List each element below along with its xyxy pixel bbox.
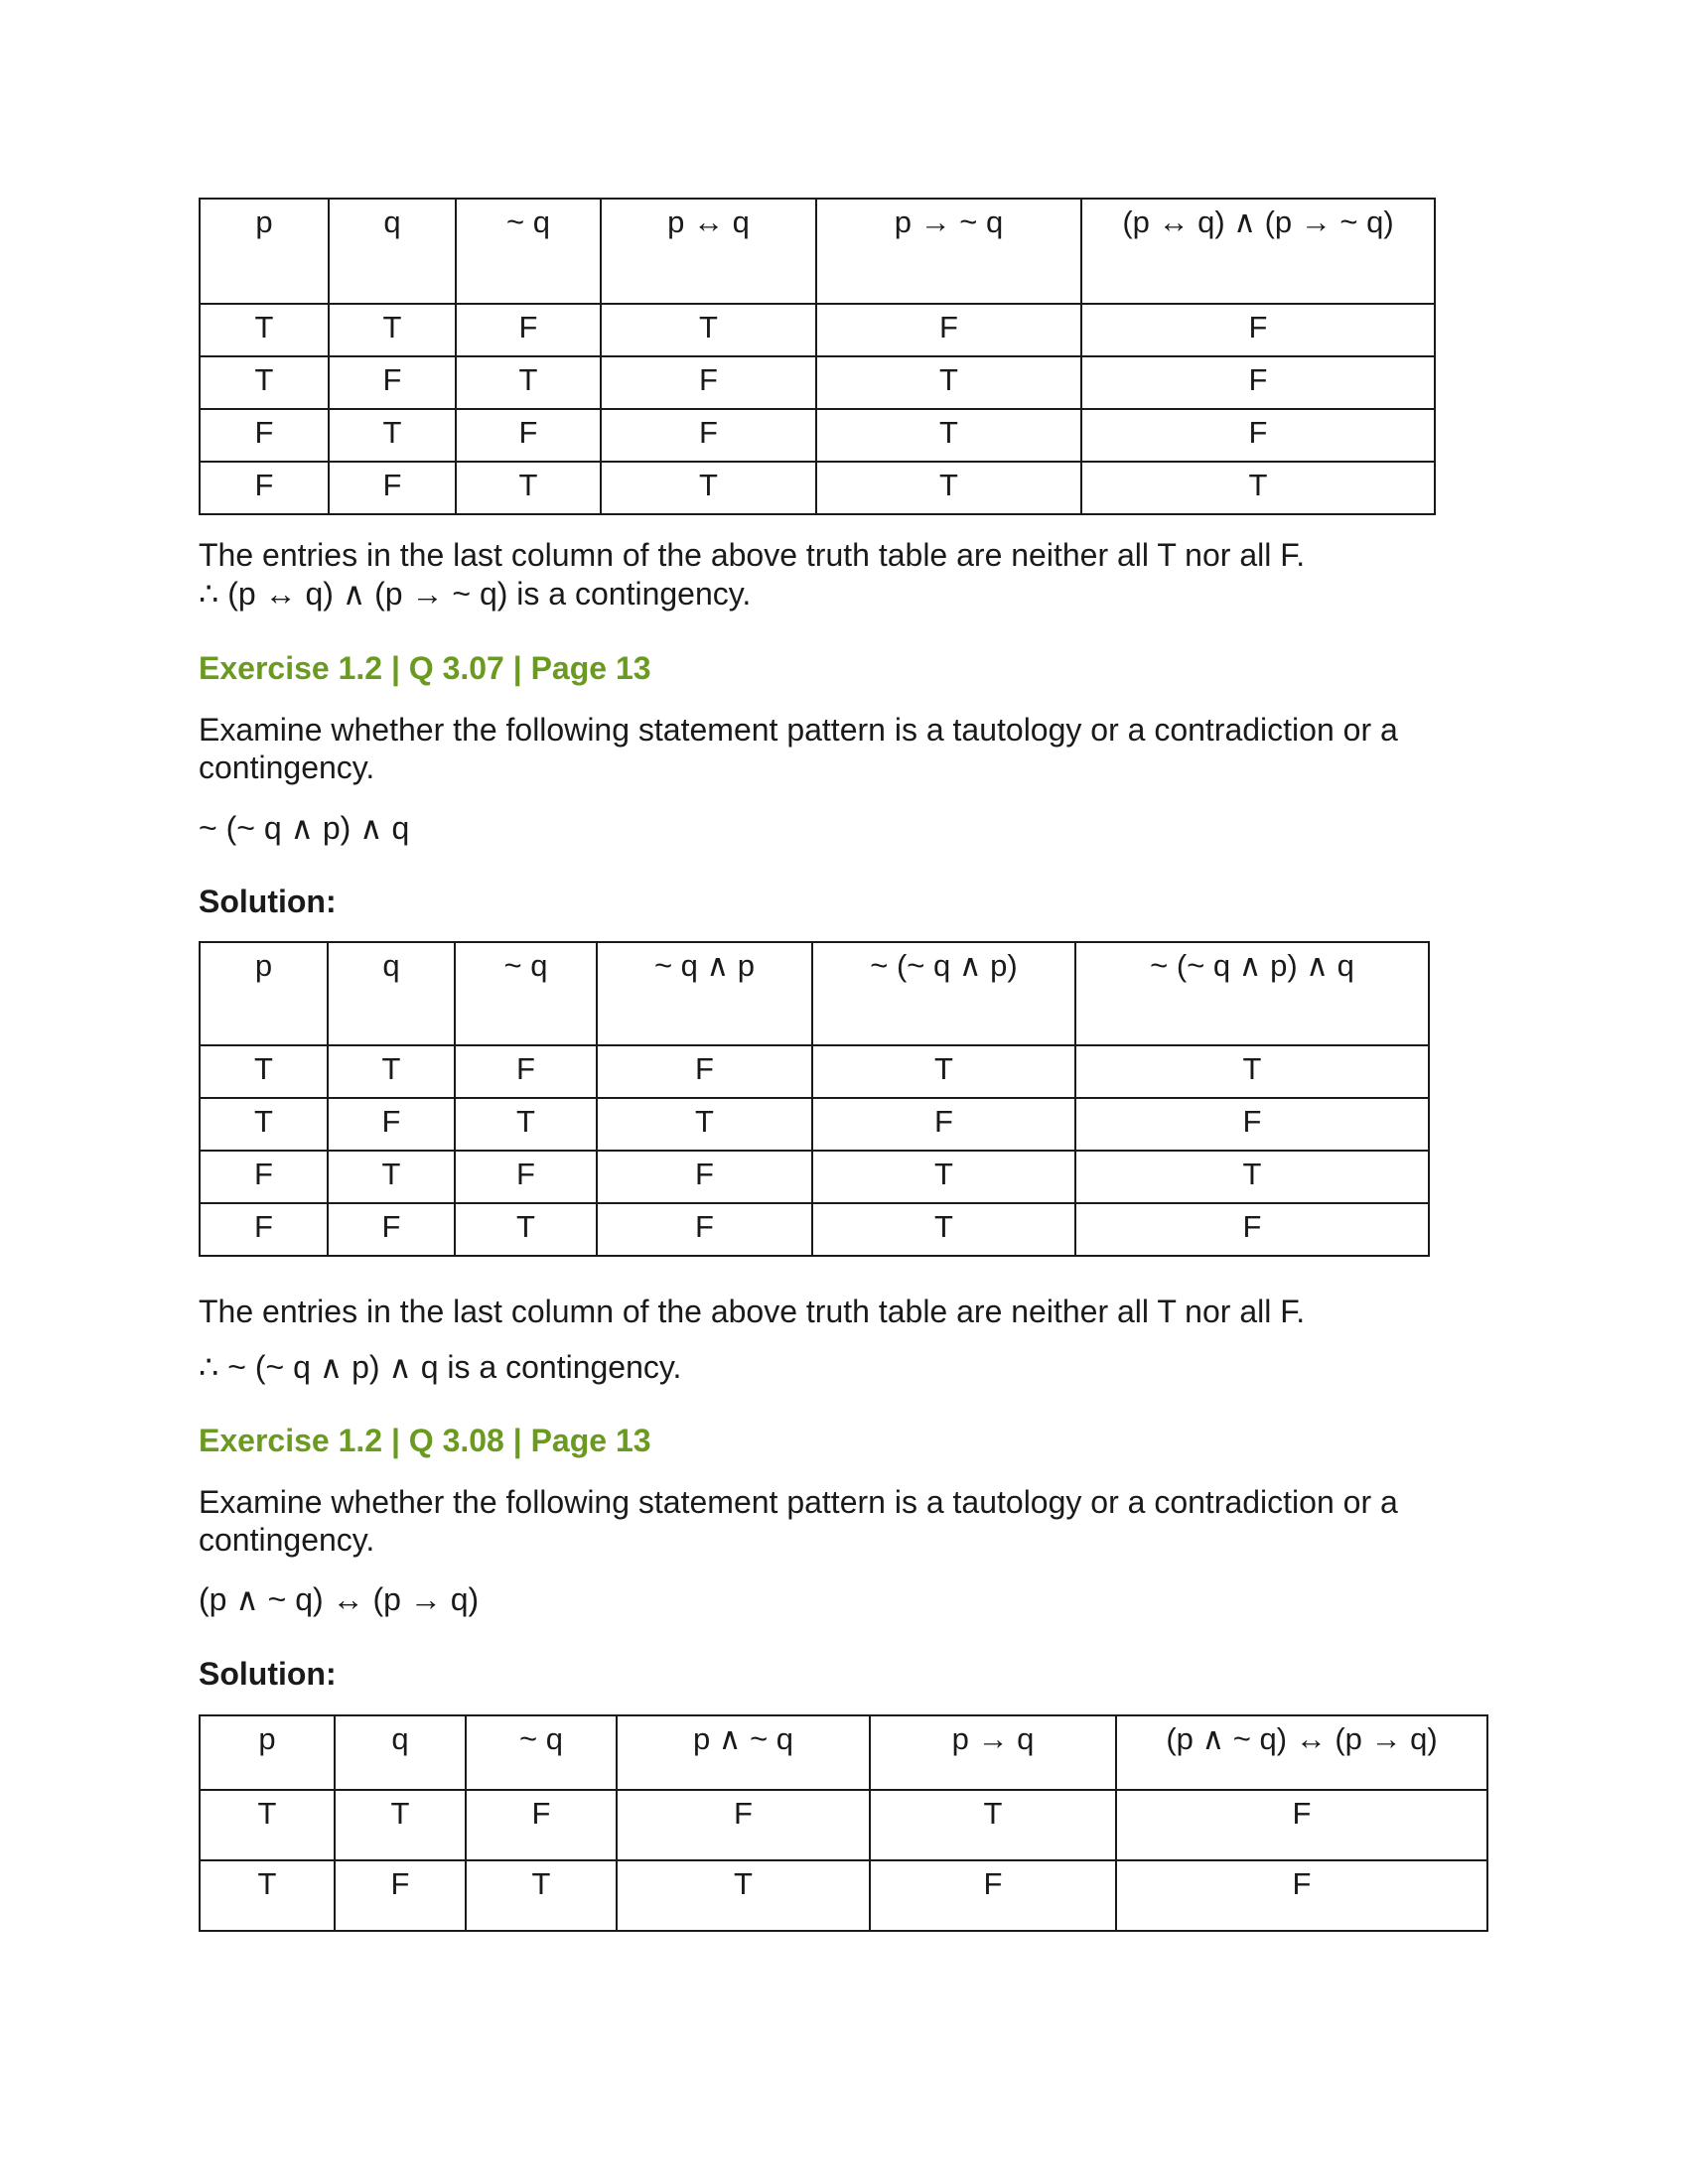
- header-cell: p → q: [870, 1715, 1116, 1790]
- table-cell: T: [200, 304, 329, 356]
- table-cell: F: [816, 304, 1081, 356]
- table-cell: F: [200, 409, 329, 462]
- table-cell: F: [200, 462, 329, 514]
- exercise-heading: Exercise 1.2 | Q 3.07 | Page 13: [199, 650, 651, 686]
- header-cell: ~ q ∧ p: [597, 942, 812, 1045]
- solution-label: Solution:: [199, 1656, 337, 1692]
- header-cell: ~ (~ q ∧ p) ∧ q: [1075, 942, 1429, 1045]
- header-cell: (p ∧ ~ q) ↔ (p → q): [1116, 1715, 1487, 1790]
- table-cell: T: [601, 304, 816, 356]
- table-cell: T: [812, 1151, 1075, 1203]
- table-cell: T: [456, 462, 601, 514]
- table-cell: F: [812, 1098, 1075, 1151]
- table-cell: F: [597, 1151, 812, 1203]
- table-row: [200, 1098, 1429, 1151]
- table-cell: F: [329, 462, 456, 514]
- table-cell: F: [597, 1203, 812, 1256]
- table-cell: T: [812, 1045, 1075, 1098]
- table-cell: F: [601, 356, 816, 409]
- table-cell: F: [456, 304, 601, 356]
- table-cell: T: [1081, 462, 1435, 514]
- conclusion-text: The entries in the last column of the above truth table are neither all T nor all F.: [199, 537, 1306, 573]
- table-cell: T: [466, 1860, 617, 1931]
- table-row: [200, 1860, 1487, 1931]
- statement-expression: ~ (~ q ∧ p) ∧ q: [199, 810, 410, 846]
- table-cell: F: [200, 1203, 328, 1256]
- table-cell: T: [816, 409, 1081, 462]
- statement-expression: (p ∧ ~ q) ↔ (p → q): [199, 1581, 480, 1617]
- question-text: Examine whether the following statement pattern is a tautology or a contradiction or a contingency.: [199, 1484, 1398, 1558]
- header-cell: q: [335, 1715, 466, 1790]
- table-cell: T: [597, 1098, 812, 1151]
- header-cell: ~ (~ q ∧ p): [812, 942, 1075, 1045]
- table-header-row: [200, 199, 1435, 304]
- table-cell: T: [456, 356, 601, 409]
- table-cell: F: [200, 1151, 328, 1203]
- table-cell: F: [455, 1151, 597, 1203]
- table-cell: F: [335, 1860, 466, 1931]
- header-cell: p ∧ ~ q: [617, 1715, 870, 1790]
- table-cell: T: [816, 462, 1081, 514]
- conclusion-text: The entries in the last column of the above truth table are neither all T nor all F.: [199, 1294, 1306, 1329]
- header-cell: p: [200, 1715, 335, 1790]
- table-header-row: [200, 1715, 1487, 1790]
- table-cell: F: [617, 1790, 870, 1860]
- table-cell: F: [1116, 1860, 1487, 1931]
- table-cell: T: [335, 1790, 466, 1860]
- table-cell: F: [601, 409, 816, 462]
- table-row: [200, 304, 1435, 356]
- conclusion-therefore: ∴ (p ↔ q) ∧ (p → ~ q) is a contingency.: [199, 576, 752, 612]
- table-cell: F: [328, 1098, 455, 1151]
- header-cell: p: [200, 942, 328, 1045]
- table-cell: F: [1081, 356, 1435, 409]
- header-cell: (p ↔ q) ∧ (p → ~ q): [1081, 199, 1435, 304]
- header-cell: p → ~ q: [816, 199, 1081, 304]
- table-cell: T: [200, 1790, 335, 1860]
- header-cell: ~ q: [456, 199, 601, 304]
- table-row: [200, 1045, 1429, 1098]
- truth-table-3: [199, 1714, 1488, 1932]
- table-cell: F: [455, 1045, 597, 1098]
- table-row: [200, 1203, 1429, 1256]
- table-cell: T: [200, 1098, 328, 1151]
- table-row: [200, 1790, 1487, 1860]
- truth-table-1: [199, 198, 1436, 515]
- truth-table-2: [199, 941, 1430, 1257]
- table-cell: F: [870, 1860, 1116, 1931]
- table-cell: T: [1075, 1045, 1429, 1098]
- table-cell: T: [200, 356, 329, 409]
- header-cell: p: [200, 199, 329, 304]
- table-cell: F: [328, 1203, 455, 1256]
- table-cell: T: [870, 1790, 1116, 1860]
- table-cell: T: [329, 409, 456, 462]
- conclusion-therefore: ∴ ~ (~ q ∧ p) ∧ q is a contingency.: [199, 1349, 682, 1385]
- table-cell: T: [617, 1860, 870, 1931]
- table-cell: F: [1081, 409, 1435, 462]
- table-cell: F: [329, 356, 456, 409]
- table-cell: T: [816, 356, 1081, 409]
- header-cell: ~ q: [455, 942, 597, 1045]
- table-cell: T: [601, 462, 816, 514]
- table-cell: F: [456, 409, 601, 462]
- table-cell: T: [328, 1045, 455, 1098]
- table-cell: F: [466, 1790, 617, 1860]
- table-cell: T: [328, 1151, 455, 1203]
- table-cell: T: [455, 1098, 597, 1151]
- table-row: [200, 1151, 1429, 1203]
- table-row: [200, 356, 1435, 409]
- header-cell: p ↔ q: [601, 199, 816, 304]
- table-cell: F: [597, 1045, 812, 1098]
- solution-label: Solution:: [199, 884, 337, 919]
- exercise-heading: Exercise 1.2 | Q 3.08 | Page 13: [199, 1423, 651, 1458]
- header-cell: q: [328, 942, 455, 1045]
- table-cell: T: [1075, 1151, 1429, 1203]
- table-cell: T: [455, 1203, 597, 1256]
- table-cell: F: [1081, 304, 1435, 356]
- table-cell: T: [200, 1860, 335, 1931]
- table-cell: F: [1075, 1098, 1429, 1151]
- question-text: Examine whether the following statement pattern is a tautology or a contradiction or a contingency.: [199, 712, 1398, 785]
- table-cell: F: [1075, 1203, 1429, 1256]
- table-header-row: [200, 942, 1429, 1045]
- table-cell: T: [812, 1203, 1075, 1256]
- table-cell: T: [329, 304, 456, 356]
- table-cell: T: [200, 1045, 328, 1098]
- table-row: [200, 409, 1435, 462]
- header-cell: q: [329, 199, 456, 304]
- table-cell: F: [1116, 1790, 1487, 1860]
- header-cell: ~ q: [466, 1715, 617, 1790]
- table-row: [200, 462, 1435, 514]
